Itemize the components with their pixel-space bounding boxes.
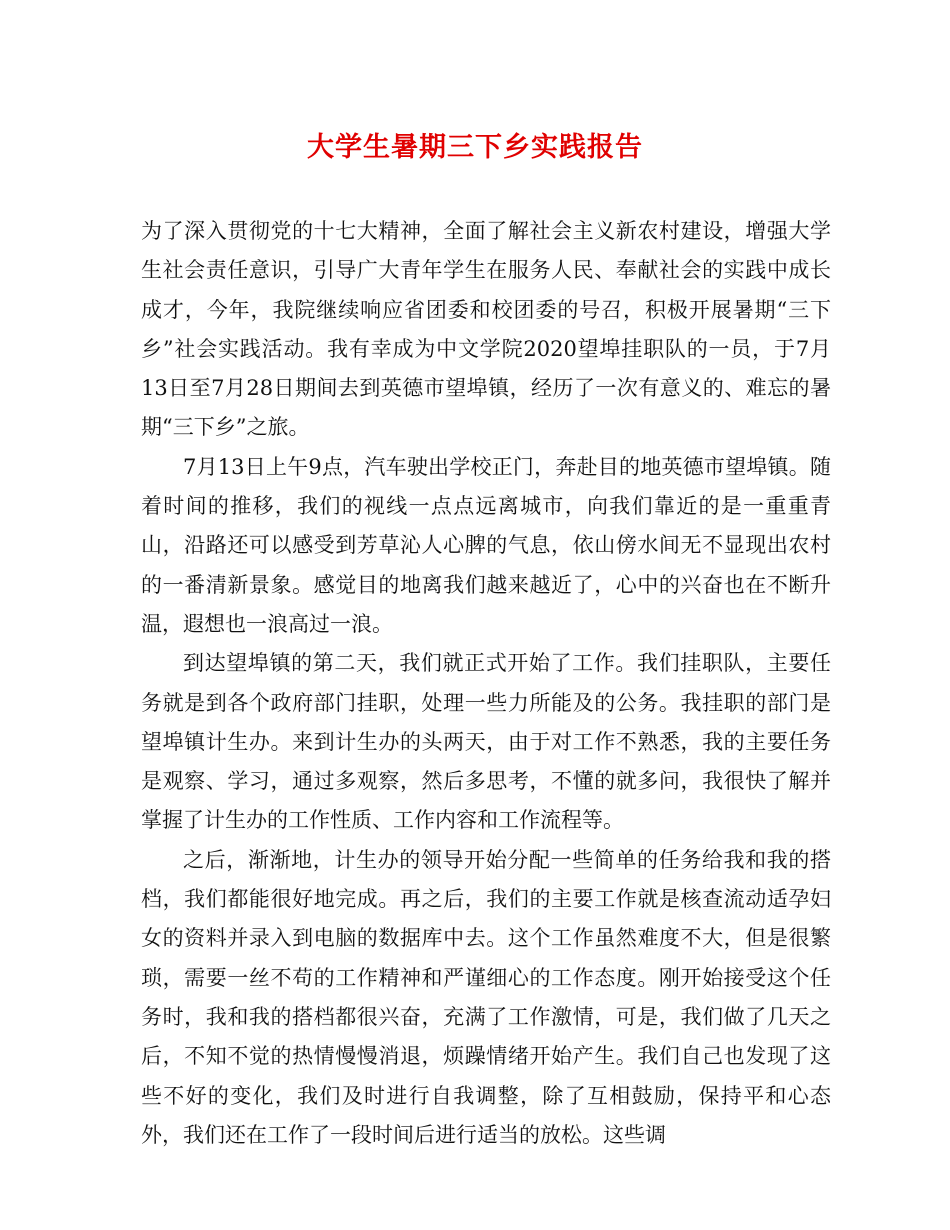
paragraph-1: 为了深入贯彻党的十七大精神，全面了解社会主义新农村建设，增强大学生社会责任意识，引导广大青年学生在服务人民、奉献社会的实践中成长成才，今年，我院继续响应省团委和校团委的号召，积极开展暑期“三下乡”社会实践活动。我有幸成为中文学院2020望埠挂职队的一员，于7月13日至7月28日期间去到英德市望埠镇，经历了一次有意义的、难忘的暑期“三下乡”之旅。 bbox=[141, 219, 831, 440]
paragraph-2: 7月13日上午9点，汽车驶出学校正门，奔赴目的地英德市望埠镇。随着时间的推移，我们的视线一点点远离城市，向我们靠近的是一重重青山，沿路还可以感受到芳草沁人心脾的气息，依山傍水间无不显现出农村的一番清新景象。感觉目的地离我们越来越近了，心中的兴奋也在不断升温，遐想也一浪高过一浪。 bbox=[141, 454, 831, 636]
paragraph-3: 到达望埠镇的第二天，我们就正式开始了工作。我们挂职队，主要任务就是到各个政府部门挂职，处理一些力所能及的公务。我挂职的部门是望埠镇计生办。来到计生办的头两天，由于对工作不熟悉，我的主要任务是观察、学习，通过多观察，然后多思考，不懂的就多问，我很快了解并掌握了计生办的工作性质、工作内容和工作流程等。 bbox=[141, 651, 831, 833]
page-title: 大学生暑期三下乡实践报告 bbox=[307, 132, 643, 163]
paragraph-4: 之后，渐渐地，计生办的领导开始分配一些简单的任务给我和我的搭档，我们都能很好地完成。再之后，我们的主要工作就是核查流动适孕妇女的资料并录入到电脑的数据库中去。这个工作虽然难度不大，但是很繁琐，需要一丝不苟的工作精神和严谨细心的工作态度。刚开始接受这个任务时，我和我的搭档都很兴奋，充满了工作激情，可是，我们做了几天之后，不知不觉的热情慢慢消退，烦躁情绪开始产生。我们自己也发现了这些不好的变化，我们及时进行自我调整，除了互相鼓励，保持平和心态外，我们还在工作了一段时间后进行适当的放松。这些调 bbox=[141, 847, 831, 1147]
document-body bbox=[141, 212, 831, 1155]
